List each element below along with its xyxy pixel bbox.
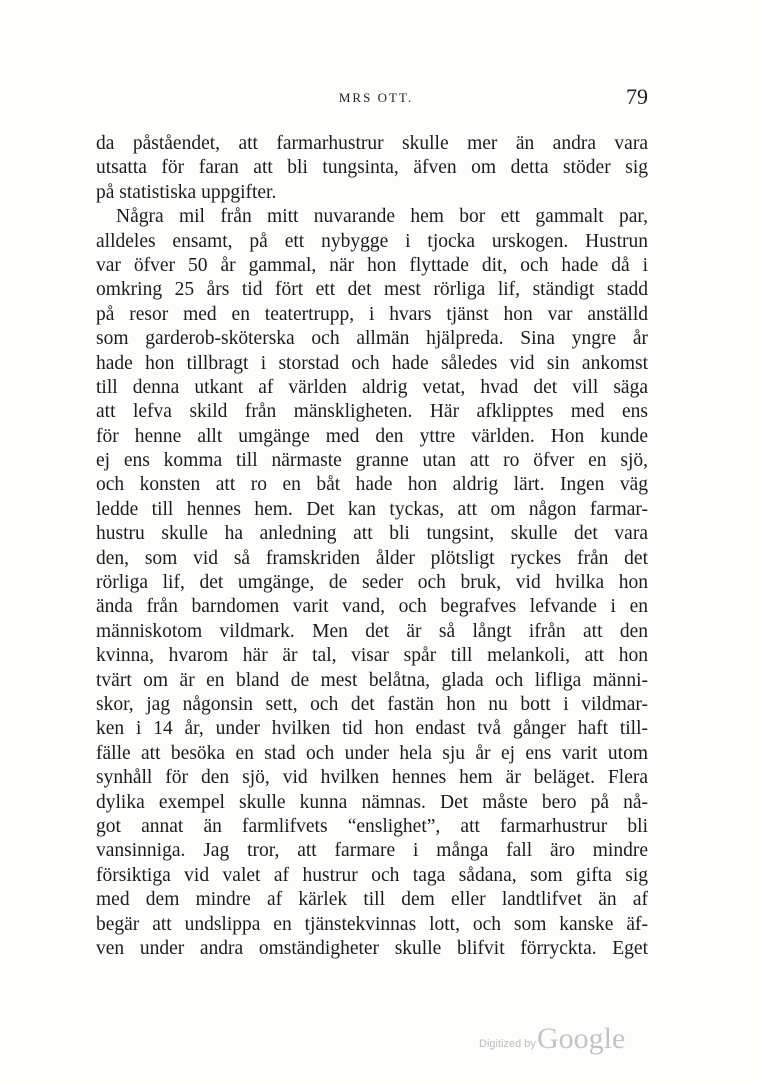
- text-line: försiktiga vid valet af hustrur och taga sådana, som gifta sig: [96, 864, 648, 886]
- text-line: skor, jag någonsin sett, och det fastän hon nu bott i vildmar-: [96, 693, 648, 715]
- text-line: tvärt om är en bland de mest belåtna, glada och lifliga männi-: [96, 669, 648, 691]
- text-line: begär att undslippa en tjänstekvinnas lott, och som kanske äf-: [96, 913, 648, 935]
- running-title: MRS OTT.: [338, 90, 414, 105]
- watermark-prefix: Digitized by: [479, 1038, 536, 1050]
- text-line: vansinniga. Jag tror, att farmare i många fall äro mindre: [96, 840, 648, 862]
- text-line: rörliga lif, det umgänge, de seder och bruk, vid hvilka hon: [96, 572, 648, 594]
- text-line: den, som vid så framskriden ålder plötsligt ryckes från det: [96, 547, 648, 569]
- text-line: hustru skulle ha anledning att bli tungsint, skulle det vara: [96, 523, 648, 545]
- text-line: got annat än farmlifvets “enslighet”, att farmarhustrur bli: [96, 815, 648, 837]
- text-line: ven under andra omständigheter skulle blifvit förryckta. Eget: [96, 937, 648, 959]
- running-head: [96, 84, 656, 114]
- text-line: var öfver 50 år gammal, när hon flyttade dit, och hade då i: [96, 254, 648, 276]
- text-line: ej ens komma till närmaste granne utan att ro öfver en sjö,: [96, 450, 648, 472]
- text-line: synhåll för den sjö, vid hvilken hennes hem är beläget. Flera: [96, 767, 648, 789]
- body-text: [96, 132, 648, 961]
- text-line: att lefva skild från mänskligheten. Här afklipptes med ens: [96, 401, 648, 423]
- text-line: omkring 25 års tid fört ett det mest rörliga lif, ständigt stadd: [96, 279, 648, 301]
- text-line: med dem mindre af kärlek till dem eller landtlifvet än af: [96, 889, 648, 911]
- text-line: ända från barndomen varit vand, och begrafves lefvande i en: [96, 596, 648, 618]
- google-logo: Google: [537, 1022, 626, 1055]
- text-line: Några mil från mitt nuvarande hem bor ett gammalt par,: [116, 206, 648, 228]
- text-line: kvinna, hvarom här är tal, visar spår till melankoli, att hon: [96, 645, 648, 667]
- text-line: och konsten att ro en båt hade hon aldrig lärt. Ingen väg: [96, 474, 648, 496]
- text-line: fälle att besöka en stad och under hela sju år ej ens varit utom: [96, 742, 648, 764]
- text-line: människotom vildmark. Men det är så långt ifrån att den: [96, 620, 648, 642]
- text-line: till denna utkant af världen aldrig vetat, hvad det vill säga: [96, 376, 648, 398]
- page-number: 79: [626, 84, 648, 109]
- text-line: dylika exempel skulle kunna nämnas. Det måste bero på nå-: [96, 791, 648, 813]
- text-line: för henne allt umgänge med den yttre världen. Hon kunde: [96, 425, 648, 447]
- text-line: da påståendet, att farmarhustrur skulle mer än andra vara: [96, 133, 648, 154]
- text-line: ken i 14 år, under hvilken tid hon endast två gånger haft till-: [96, 718, 648, 740]
- digitized-by-google-watermark: [479, 1016, 649, 1056]
- text-line: ledde till hennes hem. Det kan tyckas, att om någon farmar-: [96, 498, 648, 520]
- text-line: som garderob-sköterska och allmän hjälpreda. Sina yngre år: [96, 328, 648, 350]
- text-line: alldeles ensamt, på ett nybygge i tjocka urskogen. Hustrun: [96, 230, 648, 252]
- text-line: på statistiska uppgifter.: [96, 181, 277, 203]
- text-line: på resor med en teatertrupp, i hvars tjänst hon var anställd: [96, 303, 648, 325]
- text-line: hade hon tillbragt i storstad och hade således vid sin ankomst: [96, 352, 648, 374]
- text-line: utsatta för faran att bli tungsinta, äfven om detta stöder sig: [96, 157, 648, 179]
